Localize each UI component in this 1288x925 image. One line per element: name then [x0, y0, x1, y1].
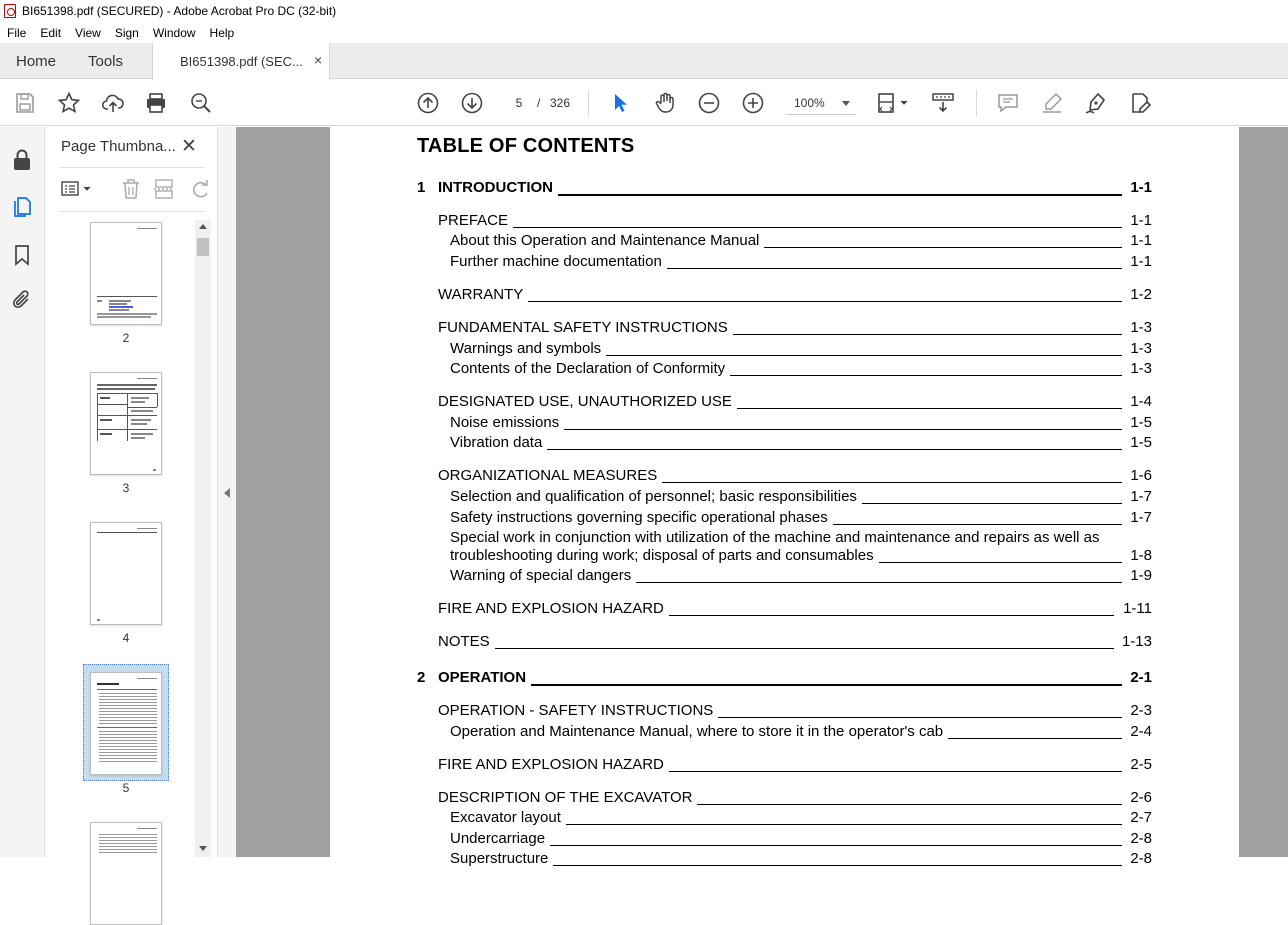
thumbnail-scrollbar[interactable] [195, 220, 211, 857]
thumbnail-label: 2 [122, 331, 130, 345]
toc-leader-line [531, 684, 1122, 686]
toc-entry-link[interactable]: NOTES [438, 633, 490, 650]
page-thumbnails-panel [45, 127, 217, 857]
toc-leader-line [553, 865, 1122, 866]
toc-leader-line [547, 449, 1122, 450]
menu-window[interactable]: Window [152, 25, 196, 40]
toc-chapter-link[interactable]: OPERATION [438, 669, 527, 686]
pdf-page [330, 127, 1239, 867]
find-zoom-icon[interactable] [189, 91, 213, 115]
print-icon[interactable] [144, 91, 168, 115]
toc-leader-line [948, 738, 1122, 739]
page-thumbnails-icon[interactable] [10, 195, 34, 219]
zoom-out-icon[interactable] [697, 91, 721, 115]
toc-leader-line [697, 804, 1122, 805]
toc-leader-line [669, 771, 1122, 772]
toc-leader-line [564, 429, 1122, 430]
toc-leader-line [718, 717, 1122, 718]
toolbar-divider [588, 90, 589, 116]
thumbnail-list [45, 217, 201, 857]
thumbnail-label: 5 [122, 781, 130, 795]
menu-view[interactable]: View [75, 25, 101, 40]
panel-tools [60, 177, 210, 203]
toc-leader-line [662, 482, 1122, 483]
toc-entry-link[interactable]: FUNDAMENTAL SAFETY INSTRUCTIONS [438, 319, 728, 336]
chevron-down-icon [842, 101, 850, 106]
rotate-page-icon[interactable] [188, 177, 212, 201]
page-fit-icon[interactable] [876, 91, 912, 115]
toc-entry-link[interactable]: FIRE AND EXPLOSION HAZARD [438, 756, 664, 773]
toc-leader-line [566, 824, 1122, 825]
toc-entry-link[interactable]: Selection and qualification of personnel; basic responsibilities [450, 488, 857, 505]
toc-page-number: 1-13 [1121, 633, 1152, 650]
toc-page-number: 1-1 [1130, 179, 1152, 196]
highlight-pen-icon[interactable] [1040, 91, 1064, 115]
menu-sign[interactable]: Sign [114, 25, 139, 40]
thumbnail-page-6[interactable] [90, 822, 162, 925]
toc-entry-link[interactable]: FIRE AND EXPLOSION HAZARD [438, 600, 664, 617]
toc-entry-link[interactable]: Vibration data [450, 434, 543, 451]
upload-cloud-icon[interactable] [101, 91, 125, 115]
page-number-input[interactable]: 5 [515, 96, 523, 110]
window-title: BI651398.pdf (SECURED) - Adobe Acrobat Pro DC (32-bit) [22, 4, 337, 18]
toc-entry-link[interactable]: ORGANIZATIONAL MEASURES [438, 467, 658, 484]
toolbar-divider-2 [976, 90, 977, 116]
toc-page-number: 2-6 [1130, 789, 1152, 806]
tab-home[interactable]: Home [16, 53, 57, 70]
toc-page-number: 1-5 [1130, 434, 1152, 451]
toc-page-number: 1-6 [1130, 467, 1152, 484]
toc-title: TABLE OF CONTENTS [417, 135, 635, 157]
panel-collapse-handle[interactable] [217, 127, 236, 857]
navigation-rail [0, 127, 45, 857]
tab-document[interactable] [152, 43, 330, 80]
thumbnail-page-2[interactable] [90, 222, 162, 325]
toc-leader-line [528, 301, 1122, 302]
toc-leader-line [764, 247, 1122, 248]
toc-page-number: 1-8 [1130, 547, 1152, 564]
toc-entry-link[interactable]: Excavator layout [450, 809, 561, 826]
scroll-mode-icon[interactable] [931, 91, 955, 115]
toc-page-number: 2-7 [1130, 809, 1152, 826]
page-count: 326 [550, 96, 571, 110]
toc-page-number: 1-1 [1130, 232, 1152, 249]
panel-divider [60, 167, 204, 168]
thumbnail-page-3[interactable] [90, 372, 162, 475]
toc-entry-link[interactable]: Operation and Maintenance Manual, where to store it in the operator's cab [450, 723, 944, 740]
toc-leader-line [667, 268, 1122, 269]
menu-edit[interactable]: Edit [40, 25, 62, 40]
toc-page-number: 1-3 [1130, 360, 1152, 377]
hand-tool-icon[interactable] [653, 91, 677, 115]
toc-leader-line [606, 355, 1122, 356]
toc-leader-line [550, 845, 1122, 846]
lock-icon[interactable] [10, 148, 34, 172]
toc-entry-link[interactable]: Safety instructions governing specific operational phases [450, 509, 828, 526]
attachment-icon[interactable] [10, 288, 34, 312]
tab-tools[interactable]: Tools [88, 53, 124, 70]
toc-leader-line [558, 194, 1122, 196]
menu-help[interactable]: Help [209, 25, 235, 40]
page-separator: / [537, 96, 541, 110]
toc-chapter-link[interactable]: INTRODUCTION [438, 179, 553, 196]
toc-page-number: 1-5 [1130, 414, 1152, 431]
toc-leader-line [733, 334, 1122, 335]
bookmark-star-icon[interactable] [57, 91, 81, 115]
toc-entry-link[interactable]: Superstructure [450, 850, 549, 867]
toolbar [0, 80, 1288, 126]
scroll-up-icon[interactable] [199, 224, 207, 229]
toc-page-number: 1-7 [1130, 488, 1152, 505]
next-page-icon[interactable] [460, 91, 484, 115]
save-icon[interactable] [13, 91, 37, 115]
zoom-level-value: 100% [794, 96, 825, 110]
tab-document-label: BI651398.pdf (SEC... [180, 54, 303, 69]
menu-file[interactable]: File [7, 25, 27, 40]
toc-leader-line [737, 408, 1122, 409]
toc-entry-link[interactable]: DESIGNATED USE, UNAUTHORIZED USE [438, 393, 732, 410]
tab-close-icon[interactable]: × [314, 52, 323, 68]
toc-leader-line [879, 562, 1122, 563]
comment-icon[interactable] [996, 91, 1020, 115]
tab-bar [0, 43, 1288, 79]
toc-entry-link[interactable]: Undercarriage [450, 830, 546, 847]
toc-section-number: 2 [417, 669, 426, 686]
toc-page-number: 2-1 [1130, 669, 1152, 686]
toc-leader-line [669, 615, 1114, 616]
thumbnail-label: 4 [122, 631, 130, 645]
toc-entry-link[interactable]: Further machine documentation [450, 253, 662, 270]
toc-entry-link[interactable]: Warning of special dangers [450, 567, 632, 584]
toc-page-number: 2-8 [1130, 850, 1152, 867]
previous-page-icon[interactable] [416, 91, 440, 115]
toc-leader-line [862, 503, 1122, 504]
toc-entry-link[interactable]: troubleshooting during work; disposal of parts and consumables [450, 547, 874, 564]
toc-page-number: 1-9 [1130, 567, 1152, 584]
zoom-in-icon[interactable] [741, 91, 765, 115]
delete-page-icon[interactable] [119, 177, 143, 201]
panel-divider-2 [60, 211, 204, 212]
thumbnail-page-5[interactable] [90, 672, 162, 775]
menu-bar [0, 22, 1288, 43]
extract-page-icon[interactable] [152, 177, 176, 201]
toc-page-number: 1-1 [1130, 212, 1152, 229]
collapse-arrow-icon [224, 488, 230, 498]
toc-page-number: 2-5 [1130, 756, 1152, 773]
toc-leader-line [495, 648, 1114, 649]
acrobat-app-icon [4, 4, 16, 18]
thumbnail-page-4[interactable] [90, 522, 162, 625]
scroll-down-icon[interactable] [199, 846, 207, 851]
toc-page-number: 2-8 [1130, 830, 1152, 847]
toc-entry-link[interactable]: OPERATION - SAFETY INSTRUCTIONS [438, 702, 714, 719]
toc-leader-line [636, 582, 1122, 583]
document-view[interactable] [236, 127, 1288, 867]
toc-page-number: 2-4 [1130, 723, 1152, 740]
toc-entry-link[interactable]: About this Operation and Maintenance Manual [450, 232, 760, 249]
thumbnail-label: 3 [122, 481, 130, 495]
toc-page-number: 1-2 [1130, 286, 1152, 303]
toc-page-number: 1-1 [1130, 253, 1152, 270]
toc-entry-link[interactable]: Warnings and symbols [450, 340, 602, 357]
toc-leader-line [730, 375, 1122, 376]
thumbnail-options-icon[interactable] [60, 177, 94, 201]
toc-leader-line [833, 524, 1122, 525]
toc-page-number: 1-3 [1130, 319, 1152, 336]
toc-entry-link[interactable]: Contents of the Declaration of Conformity [450, 360, 726, 377]
toc-page-number: 1-11 [1123, 600, 1152, 617]
title-bar [0, 0, 1288, 22]
zoom-level-dropdown[interactable] [786, 91, 856, 115]
toc-entry-link[interactable]: DESCRIPTION OF THE EXCAVATOR [438, 789, 693, 806]
scrollbar-thumb[interactable] [197, 238, 209, 256]
panel-close-icon[interactable]: ✕ [181, 136, 197, 157]
toc-entry-link[interactable]: Special work in conjunction with utilization of the machine and maintenance and repairs as well as [450, 529, 1100, 546]
toc-entry-link[interactable]: PREFACE [438, 212, 509, 229]
sign-pen-icon[interactable] [1084, 91, 1108, 115]
redact-edit-icon[interactable] [1128, 91, 1152, 115]
select-cursor-icon[interactable] [608, 91, 632, 115]
toc-page-number: 2-3 [1130, 702, 1152, 719]
toc-entry-link[interactable]: WARRANTY [438, 286, 524, 303]
toc-page-number: 1-3 [1130, 340, 1152, 357]
toc-entry-link[interactable]: Noise emissions [450, 414, 560, 431]
toc-leader-line [513, 227, 1122, 228]
toc-page-number: 1-4 [1130, 393, 1152, 410]
toc-page-number: 1-7 [1130, 509, 1152, 526]
panel-title: Page Thumbna... [61, 138, 176, 155]
toc-section-number: 1 [417, 179, 426, 196]
bookmark-icon[interactable] [10, 243, 34, 267]
